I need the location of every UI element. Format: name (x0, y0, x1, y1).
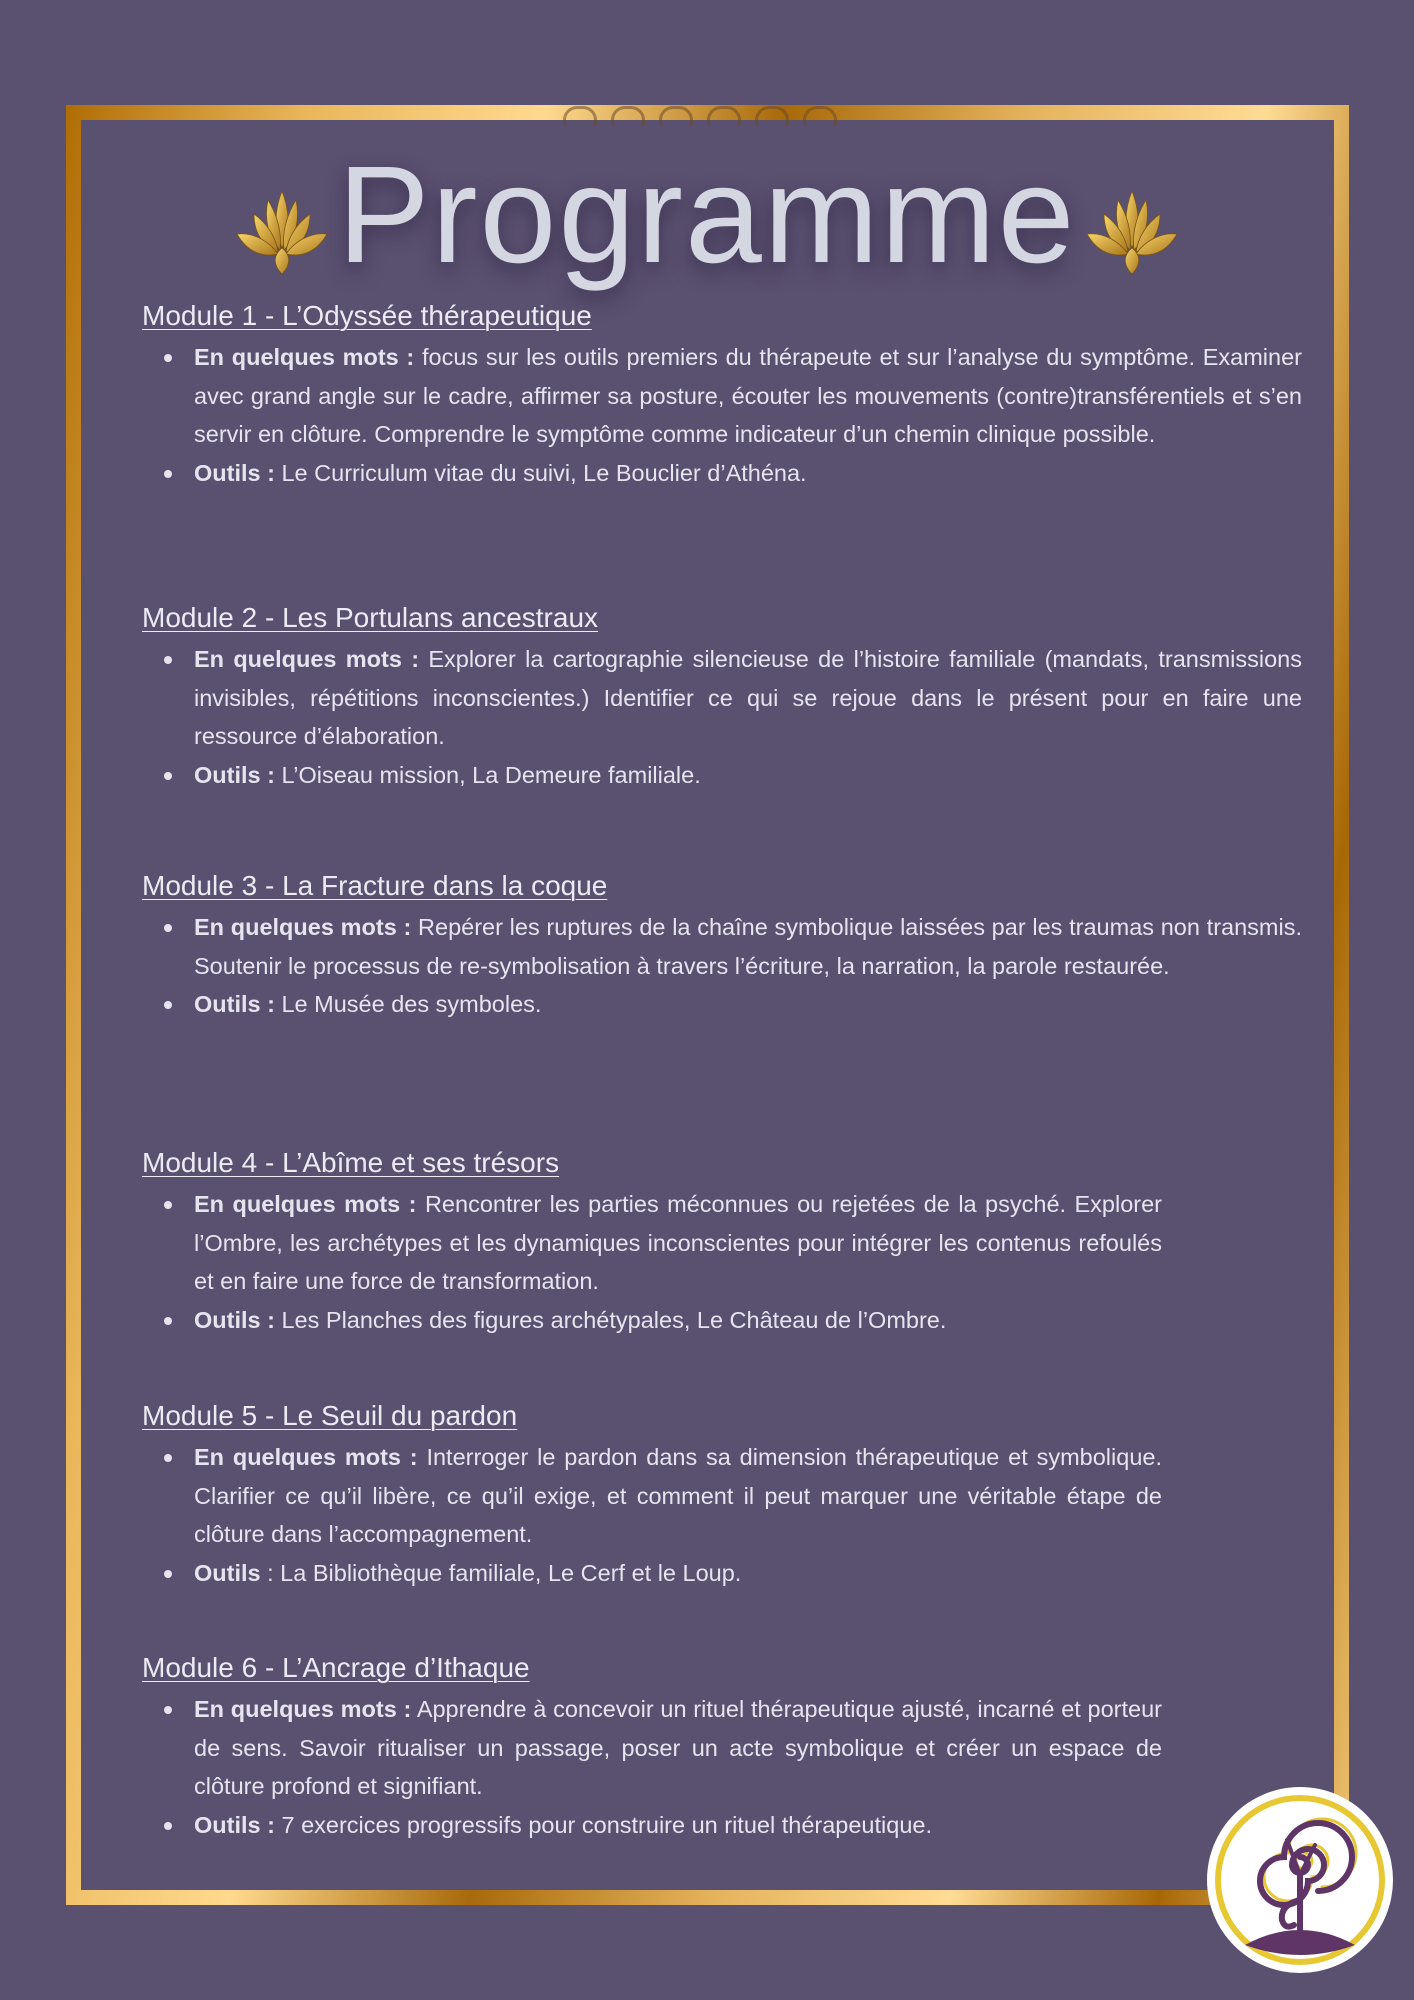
module-6 (142, 1652, 1162, 1844)
tools-label: Outils : (194, 1306, 275, 1333)
module-3 (142, 870, 1302, 1024)
summary-text: Repérer les ruptures de la chaîne symbolique laissées par les traumas non transmis. Soutenir le processus de re-symbolisation à travers l’écriture, la narration, la parole restaurée. (194, 914, 1302, 979)
summary-text: Apprendre à concevoir un rituel thérapeutique ajusté, incarné et porteur de sens. Savoir ritualiser un passage, poser un acte symbolique et créer un espace de clôture profond et signifiant. (194, 1696, 1162, 1799)
tools-text: L’Oiseau mission, La Demeure familiale. (274, 761, 701, 788)
module-heading: Module 4 - L’Abîme et ses trésors (142, 1147, 560, 1178)
module-bullets (142, 1185, 1162, 1339)
summary-label: En quelques mots : (194, 344, 415, 370)
tools-text: Le Musée des symboles. (274, 991, 542, 1017)
page-title: Programme (337, 138, 1077, 292)
frame-ornament (420, 105, 980, 125)
module-2 (142, 602, 1302, 794)
tools-text: 7 exercices progressifs pour construire un rituel thérapeutique. (274, 1811, 932, 1838)
tools-item (194, 985, 1302, 1024)
spiral-tree-logo (1205, 1785, 1395, 1975)
summary-text: focus sur les outils premiers du thérapeute et sur l’analyse du symptôme. Examiner avec grand angle sur le cadre, affirmer sa posture, écouter les mouvements (contre)transférentiels et s’en servir en clôture. Comprendre le symptôme comme indicateur d’un chemin clinique possible. (194, 344, 1302, 447)
tools-item (194, 1301, 1162, 1340)
summary-text: Interroger le pardon dans sa dimension thérapeutique et symbolique. Clarifier ce qu’il libère, ce qu’il exige, et comment il peut marquer une véritable étape de clôture dans l’accompagnement. (194, 1444, 1162, 1547)
module-bullets (142, 908, 1302, 1024)
module-bullets (142, 1690, 1162, 1844)
module-1 (142, 300, 1302, 492)
summary-label: En quelques mots : (194, 1696, 412, 1722)
module-4 (142, 1147, 1162, 1339)
module-heading: Module 6 - L’Ancrage d’Ithaque (142, 1652, 530, 1683)
tools-text: Les Planches des figures archétypales, Le Château de l’Ombre. (274, 1306, 947, 1333)
module-heading: Module 3 - La Fracture dans la coque (142, 870, 608, 901)
summary-item (194, 1185, 1162, 1301)
summary-text: Explorer la cartographie silencieuse de l’histoire familiale (mandats, transmissions invisibles, répétitions inconscientes.) Identifier ce qui se rejoue dans le présent pour en faire une ressource d’élaboration. (194, 646, 1302, 749)
tools-text: : La Bibliothèque familiale, Le Cerf et le Loup. (260, 1559, 742, 1586)
summary-item (194, 338, 1302, 454)
module-bullets (142, 1438, 1162, 1592)
summary-label: En quelques mots : (194, 914, 412, 940)
module-bullets (142, 338, 1302, 492)
summary-label: En quelques mots : (194, 1191, 417, 1217)
tools-item (194, 1554, 1162, 1593)
module-heading: Module 1 - L’Odyssée thérapeutique (142, 300, 592, 331)
summary-text: Rencontrer les parties méconnues ou rejetées de la psyché. Explorer l’Ombre, les archétypes et les dynamiques inconscientes pour intégrer les contenus refoulés et en faire une force de transformation. (194, 1191, 1162, 1294)
tools-label: Outils : (194, 459, 275, 486)
tools-label: Outils (194, 1559, 261, 1586)
summary-label: En quelques mots : (194, 646, 420, 672)
title-row (0, 140, 1414, 292)
tools-label: Outils : (194, 761, 275, 788)
tools-text: Le Curriculum vitae du suivi, Le Bouclier d’Athéna. (274, 459, 807, 486)
lotus-icon (1082, 186, 1182, 276)
module-heading: Module 2 - Les Portulans ancestraux (142, 602, 599, 633)
tools-label: Outils : (194, 991, 275, 1017)
tools-item (194, 756, 1302, 795)
summary-item (194, 640, 1302, 756)
summary-item (194, 1690, 1162, 1806)
tools-item (194, 1806, 1162, 1845)
summary-label: En quelques mots : (194, 1444, 418, 1470)
lotus-icon (232, 186, 332, 276)
summary-item (194, 1438, 1162, 1554)
module-heading: Module 5 - Le Seuil du pardon (142, 1400, 518, 1431)
module-bullets (142, 640, 1302, 794)
tools-item (194, 454, 1302, 493)
summary-item (194, 908, 1302, 985)
module-5 (142, 1400, 1162, 1592)
tools-label: Outils : (194, 1811, 275, 1838)
